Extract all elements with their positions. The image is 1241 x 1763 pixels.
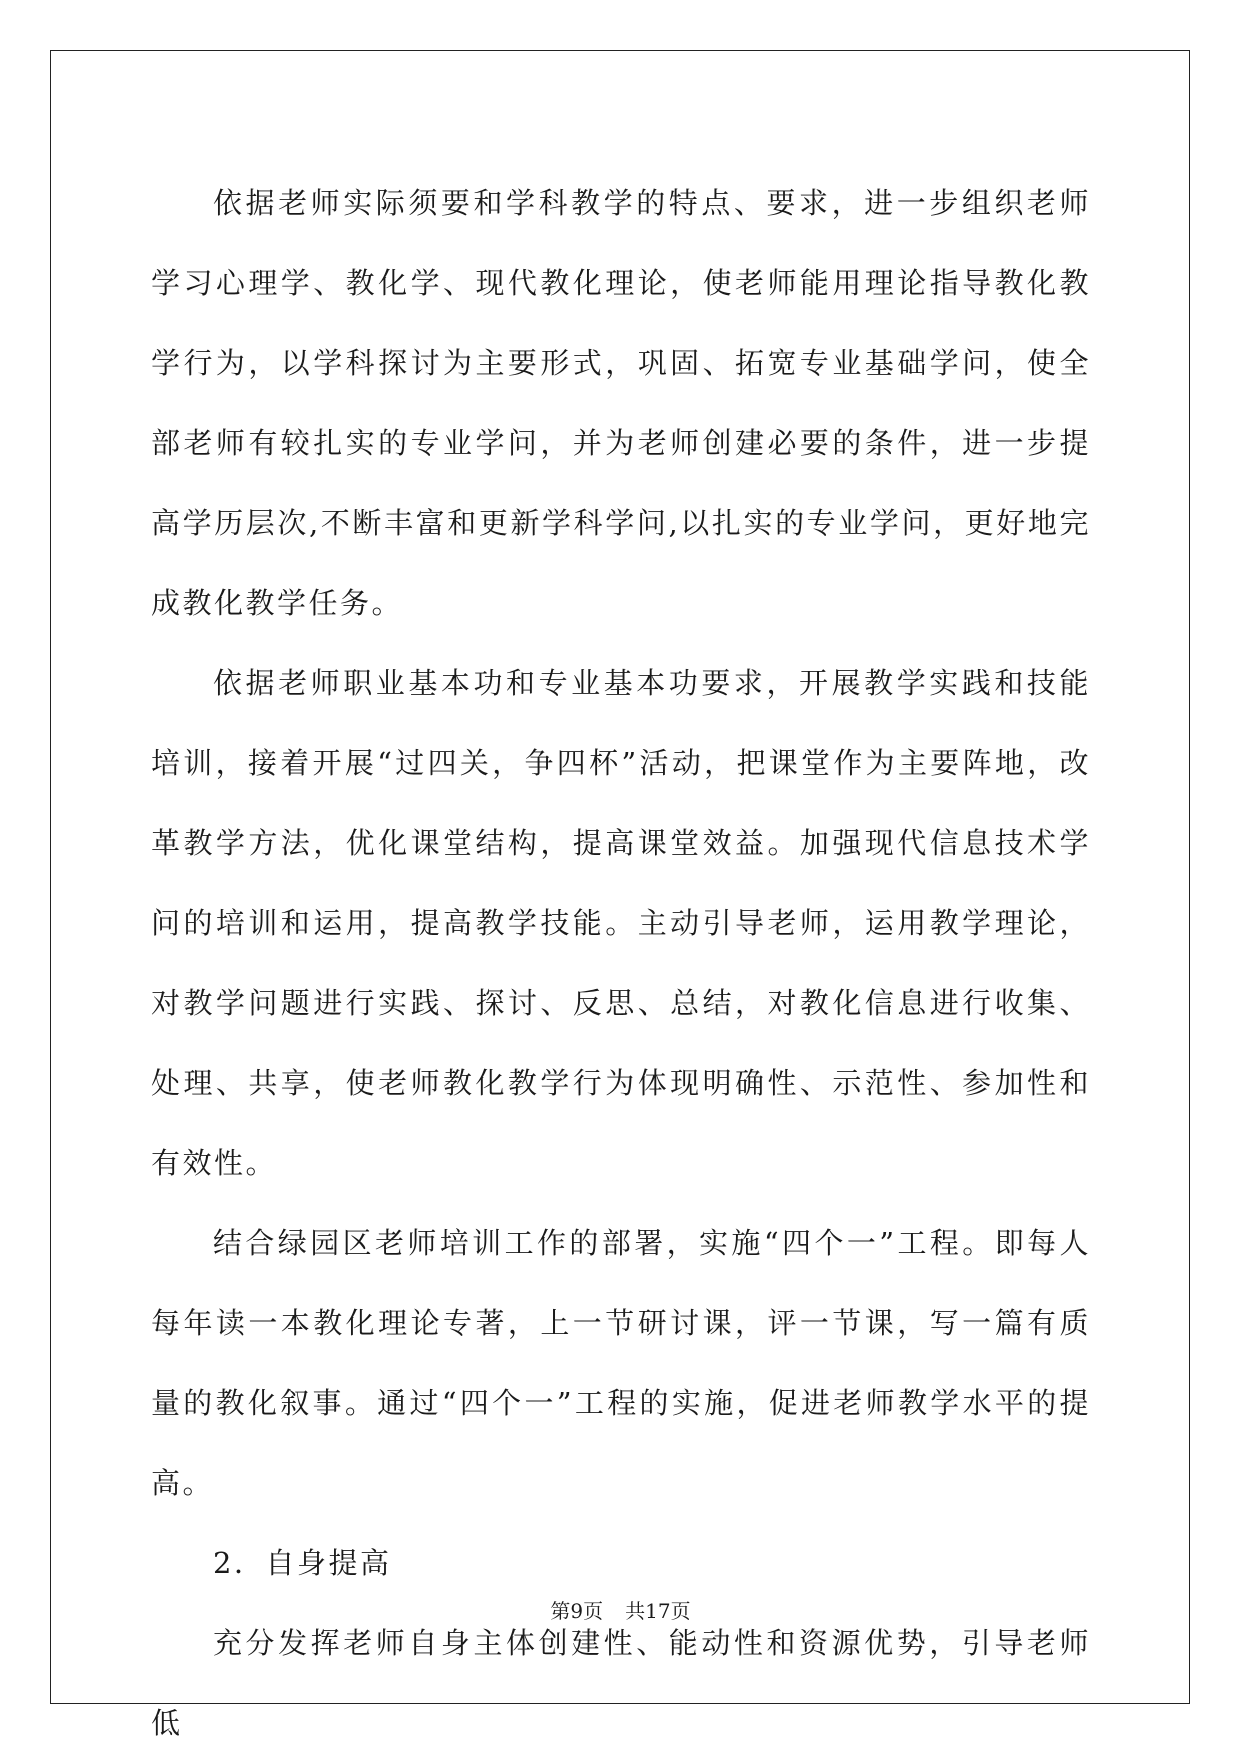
paragraph-1: 依据老师实际须要和学科教学的特点、要求，进一步组织老师学习心理学、教化学、现代教化理论，使老师能用理论指导教化教学行为，以学科探讨为主要形式，巩固、拓宽专业基础学问，使全部老师有较扎实的专业学问，并为老师创建必要的条件，进一步提高学历层次,不断丰富和更新学科学问,以扎实的专业学问，更好地完成教化教学任务。 xyxy=(151,186,1091,620)
paragraph-4: 充分发挥老师自身主体创建性、能动性和资源优势，引导老师低 xyxy=(151,1626,1091,1740)
page-footer xyxy=(0,1597,1241,1625)
paragraph-3: 结合绿园区老师培训工作的部署，实施“四个一”工程。即每人每年读一本教化理论专著，上一节研讨课，评一节课，写一篇有质量的教化叙事。通过“四个一”工程的实施，促进老师教学水平的提高。 xyxy=(151,1226,1091,1500)
paragraph-2: 依据老师职业基本功和专业基本功要求，开展教学实践和技能培训，接着开展“过四关，争四杯”活动，把课堂作为主要阵地，改革教学方法，优化课堂结构，提高课堂效益。加强现代信息技术学问的培训和运用，提高教学技能。主动引导老师，运用教学理论，对教学问题进行实践、探讨、反思、总结，对教化信息进行收集、处理、共享，使老师教化教学行为体现明确性、示范性、参加性和有效性。 xyxy=(151,666,1091,1180)
page-number: 第9页 xyxy=(550,1599,604,1623)
document-body xyxy=(151,163,1091,1763)
page-total: 共17页 xyxy=(625,1599,691,1623)
section-heading: 2．自身提高 xyxy=(213,1546,392,1580)
